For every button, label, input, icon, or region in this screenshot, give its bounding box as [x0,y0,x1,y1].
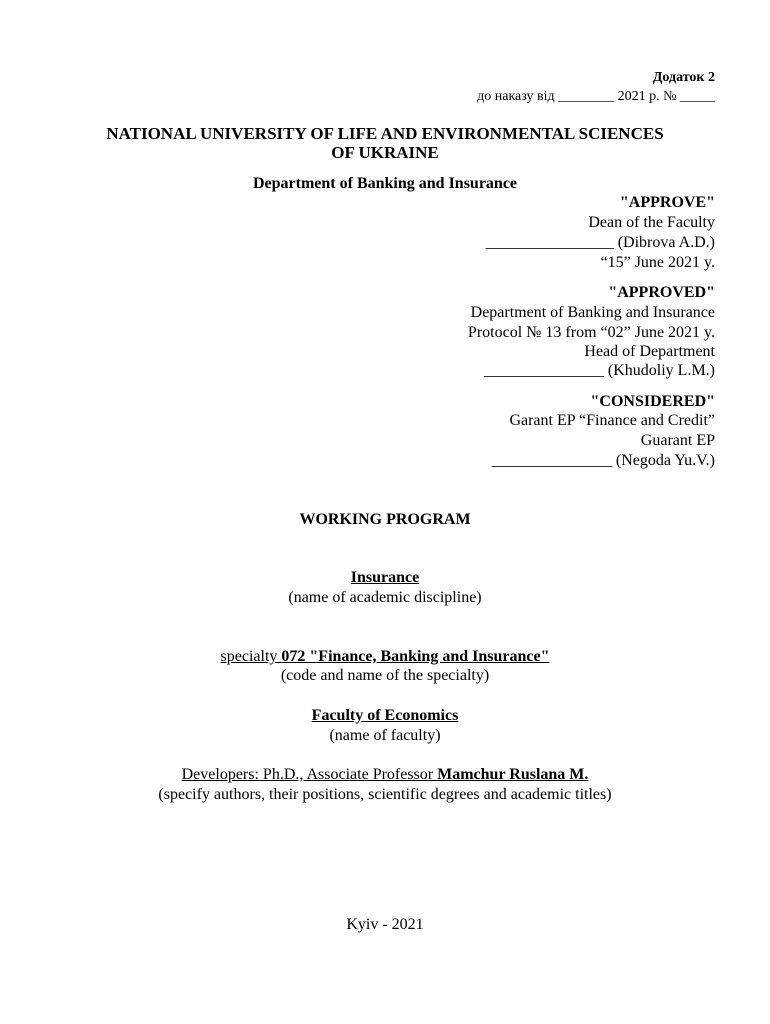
discipline-name: Insurance [350,569,420,586]
approved-signature: _______________ (Khudoliy L.M.) [483,362,715,379]
annex-order-line: до наказу від ________ 2021 р. № _____ [477,89,715,104]
specialty-prefix: specialty [220,648,282,665]
approved-heading: "APPROVED" [608,284,715,301]
developers-name: Mamchur Ruslana M. [437,766,589,783]
faculty-caption: (name of faculty) [329,727,441,744]
faculty-name: Faculty of Economics [311,707,459,724]
developers-caption: (specify authors, their positions, scientific degrees and academic titles) [158,786,612,803]
city-year: Kyiv - 2021 [346,916,424,933]
approved-department: Department of Banking and Insurance [470,304,715,321]
annex-title: Додаток 2 [652,70,715,85]
approve-date: “15” June 2021 y. [600,254,715,271]
approve-heading: "APPROVE" [619,194,715,211]
developers-line [0,765,770,785]
university-name-line1: NATIONAL UNIVERSITY OF LIFE AND ENVIRONMENTAL SCIENCES [106,124,664,143]
considered-signature: _______________ (Negoda Yu.V.) [491,452,715,469]
department-name: Department of Banking and Insurance [252,175,518,192]
discipline-caption: (name of academic discipline) [288,589,482,606]
program-title: WORKING PROGRAM [299,511,471,528]
considered-garant: Garant EP “Finance and Credit” [509,412,715,429]
approved-role: Head of Department [584,343,715,360]
specialty-line [0,647,770,667]
approve-signature: ________________ (Dibrova A.D.) [485,234,715,251]
approved-protocol: Protocol № 13 from “02” June 2021 y. [467,324,715,341]
specialty-value: 072 "Finance, Banking and Insurance" [281,648,550,665]
university-name-line2: OF UKRAINE [331,143,439,162]
specialty-caption: (code and name of the specialty) [280,667,490,684]
approve-role: Dean of the Faculty [588,214,715,231]
considered-role: Guarant EP [640,432,715,449]
considered-heading: "CONSIDERED" [590,393,715,410]
developers-prefix: Developers: Ph.D., Associate Professor [181,766,438,783]
